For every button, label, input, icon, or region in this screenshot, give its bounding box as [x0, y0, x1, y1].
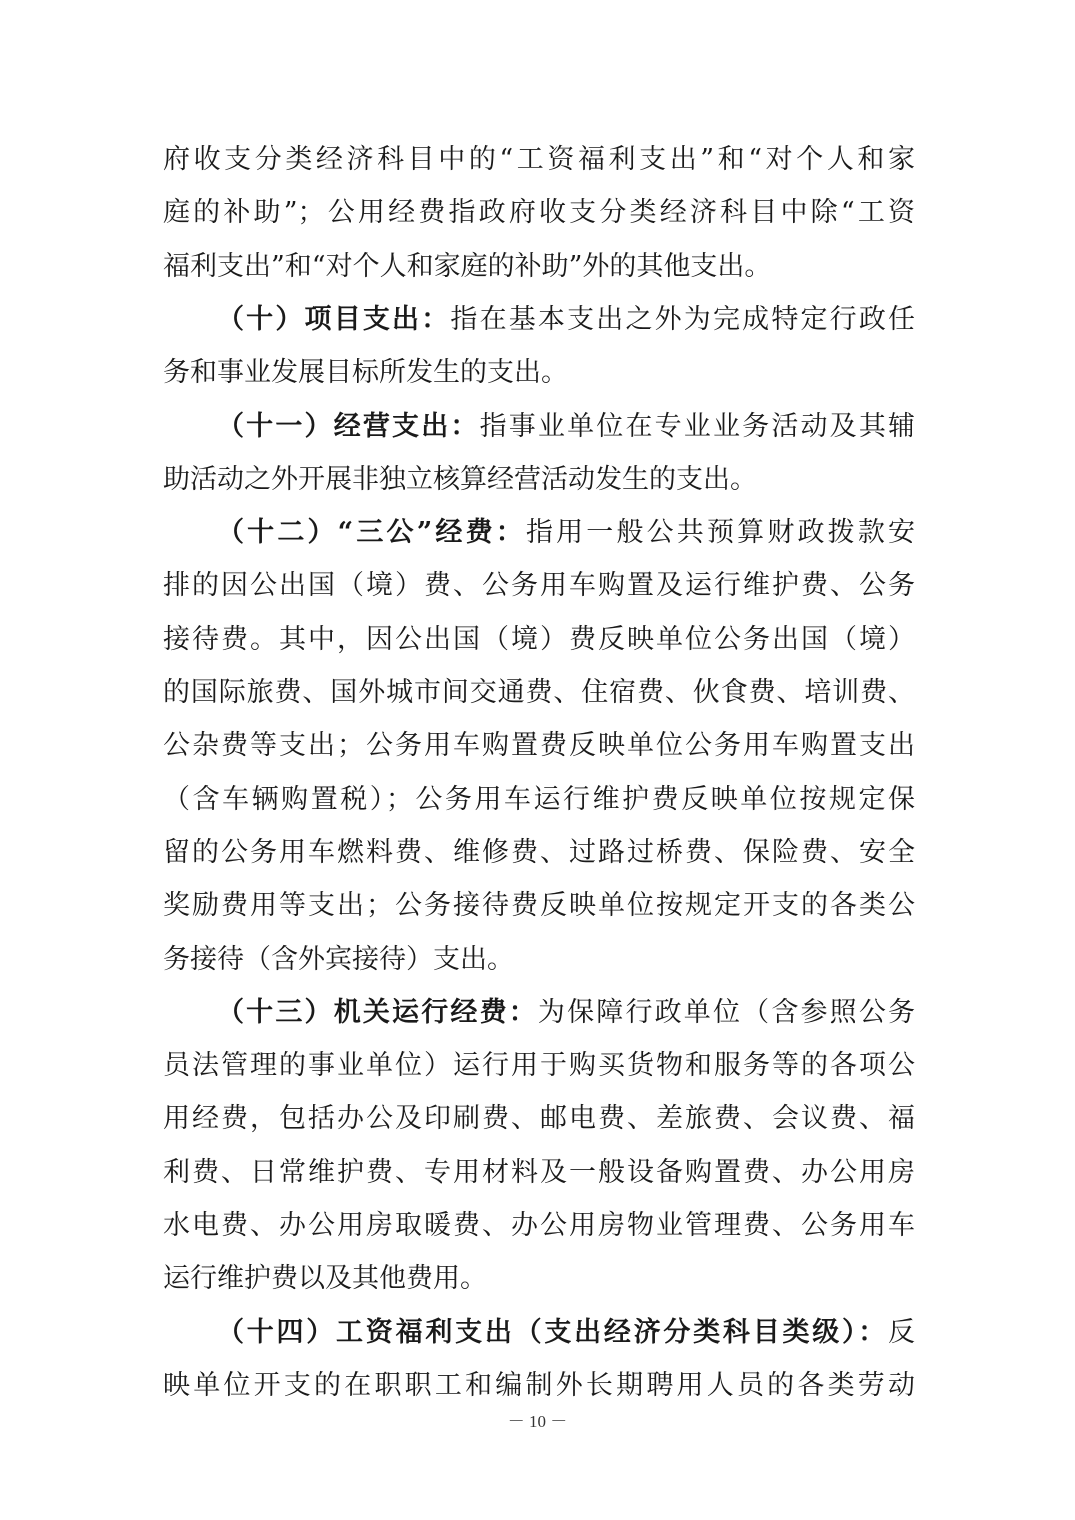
text-line [163, 773, 915, 827]
text-line [163, 1146, 915, 1200]
line-text: 为保障行政单位（含参照公务 [537, 996, 916, 1028]
text-line [217, 986, 915, 1040]
text-line [217, 506, 915, 560]
section-heading: （十二）“三公”经费： [217, 517, 526, 549]
text-line [163, 719, 915, 773]
text-line [163, 346, 915, 400]
text-line [217, 293, 915, 347]
line-text: 务和事业发展目标所发生的支出。 [163, 357, 568, 389]
line-text: 运行维护费以及其他费用。 [163, 1263, 487, 1295]
text-line [163, 666, 915, 720]
section-heading: （十）项目支出： [217, 303, 451, 335]
line-text: 反 [888, 1316, 915, 1348]
line-text: 助活动之外开展非独立核算经营活动发生的支出。 [163, 463, 757, 495]
text-line [217, 400, 915, 454]
text-line [163, 613, 915, 667]
text-line [163, 879, 915, 933]
line-text: 公杂费等支出；公务用车购置费反映单位公务用车购置支出 [163, 730, 915, 762]
section-heading: （十四）工资福利支出（支出经济分类科目类级）： [217, 1316, 888, 1348]
text-line [163, 1359, 915, 1413]
line-text: 指事业单位在专业业务活动及其辅 [479, 410, 916, 442]
line-text: 福利支出”和“对个人和家庭的补助”外的其他支出。 [163, 250, 772, 282]
text-line [163, 133, 915, 187]
line-text: 指用一般公共预算财政拨款安 [525, 517, 916, 549]
line-text: 接待费。其中，因公出国（境）费反映单位公务出国（境） [163, 623, 915, 655]
text-line [163, 826, 915, 880]
line-text: 留的公务用车燃料费、维修费、过路过桥费、保险费、安全 [163, 836, 915, 868]
text-line [163, 559, 915, 613]
section-heading: （十三）机关运行经费： [217, 996, 538, 1028]
line-text: 用经费，包括办公及印刷费、邮电费、差旅费、会议费、福 [163, 1103, 915, 1135]
line-text: 奖励费用等支出；公务接待费反映单位按规定开支的各类公 [163, 890, 915, 922]
text-line [163, 1039, 915, 1093]
line-text: 映单位开支的在职职工和编制外长期聘用人员的各类劳动 [163, 1369, 915, 1401]
line-text: 排的因公出国（境）费、公务用车购置及运行维护费、公务 [163, 570, 915, 602]
text-line [163, 1252, 915, 1306]
text-line [163, 453, 915, 507]
line-text: 庭的补助”；公用经费指政府收支分类经济科目中除“工资 [163, 197, 915, 229]
text-line [217, 1306, 915, 1360]
line-text: （含车辆购置税）；公务用车运行维护费反映单位按规定保 [163, 783, 915, 815]
line-text: 府收支分类经济科目中的“工资福利支出”和“对个人和家 [163, 144, 915, 175]
line-text: 务接待（含外宾接待）支出。 [163, 943, 514, 975]
text-line [163, 186, 915, 240]
text-line [163, 933, 915, 987]
text-line [163, 240, 915, 294]
line-text: 水电费、办公用房取暖费、办公用房物业管理费、公务用车 [163, 1210, 915, 1241]
text-line [163, 1092, 915, 1146]
line-text: 利费、日常维护费、专用材料及一般设备购置费、办公用房 [163, 1156, 915, 1188]
line-text: 员法管理的事业单位）运行用于购买货物和服务等的各项公 [163, 1050, 915, 1082]
section-heading: （十一）经营支出： [217, 410, 480, 442]
page-number: － 10 － [507, 1412, 568, 1431]
text-line [163, 1199, 915, 1253]
line-text: 的国际旅费、国外城市间交通费、住宿费、伙食费、培训费、 [163, 677, 915, 708]
line-text: 指在基本支出之外为完成特定行政任 [450, 303, 916, 335]
